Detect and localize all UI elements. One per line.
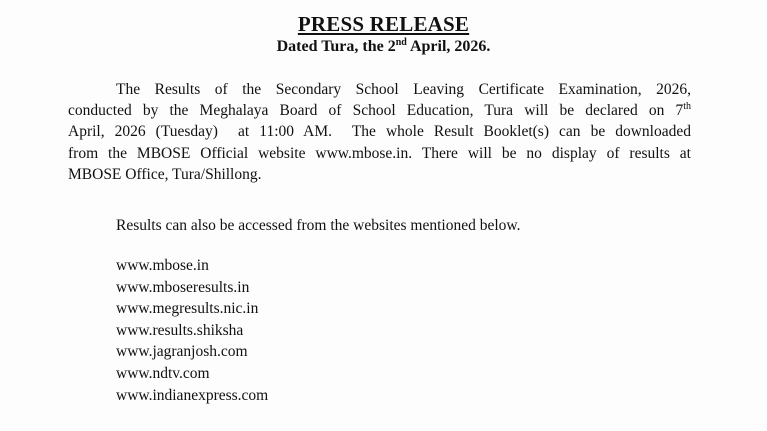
websites-list xyxy=(116,255,268,406)
dateline xyxy=(0,36,767,58)
website-link-megresults[interactable]: www.megresults.nic.in xyxy=(116,300,259,318)
paragraph-line-2-ordinal: th xyxy=(683,101,691,113)
press-release-title: PRESS RELEASE xyxy=(297,12,470,36)
website-item[interactable] xyxy=(116,320,268,342)
dateline-prefix: Dated Tura, the 2 xyxy=(276,38,396,55)
dateline-suffix: April, 2026. xyxy=(406,38,491,55)
dateline-ordinal: nd xyxy=(395,37,407,48)
website-item[interactable] xyxy=(116,277,268,299)
paragraph-line-5: MBOSE Office, Tura/Shillong. xyxy=(68,165,262,183)
website-link-mbose[interactable]: www.mbose.in xyxy=(116,257,209,274)
website-item[interactable] xyxy=(116,255,268,277)
announcement-paragraph xyxy=(68,79,691,185)
website-link-indianexpress[interactable]: www.indianexpress.com xyxy=(116,386,269,404)
paragraph-line-4: from the MBOSE Official website www.mbose.in. There will be no display of results at xyxy=(68,144,691,162)
paragraph-line-1: The Results of the Secondary School Leaving Certificate Examination, 2026, xyxy=(116,81,691,98)
paragraph-line-3: April, 2026 (Tuesday) at 11:00 AM. The whole Result Booklet(s) can be downloaded xyxy=(68,123,691,141)
paragraph-line-2-text: conducted by the Meghalaya Board of School Education, Tura will be declared on 7 xyxy=(68,102,684,120)
websites-intro: Results can also be accessed from the websites mentioned below. xyxy=(116,217,521,234)
website-item[interactable] xyxy=(116,298,268,320)
website-item[interactable] xyxy=(116,341,268,363)
website-link-ndtv[interactable]: www.ndtv.com xyxy=(116,364,210,382)
website-item[interactable] xyxy=(116,385,268,407)
website-link-mboseresults[interactable]: www.mboseresults.in xyxy=(116,278,250,296)
website-link-jagranjosh[interactable]: www.jagranjosh.com xyxy=(116,343,248,361)
paragraph-line-2 xyxy=(68,100,691,121)
website-link-results-shiksha[interactable]: www.results.shiksha xyxy=(116,321,244,339)
website-item[interactable] xyxy=(116,363,268,385)
